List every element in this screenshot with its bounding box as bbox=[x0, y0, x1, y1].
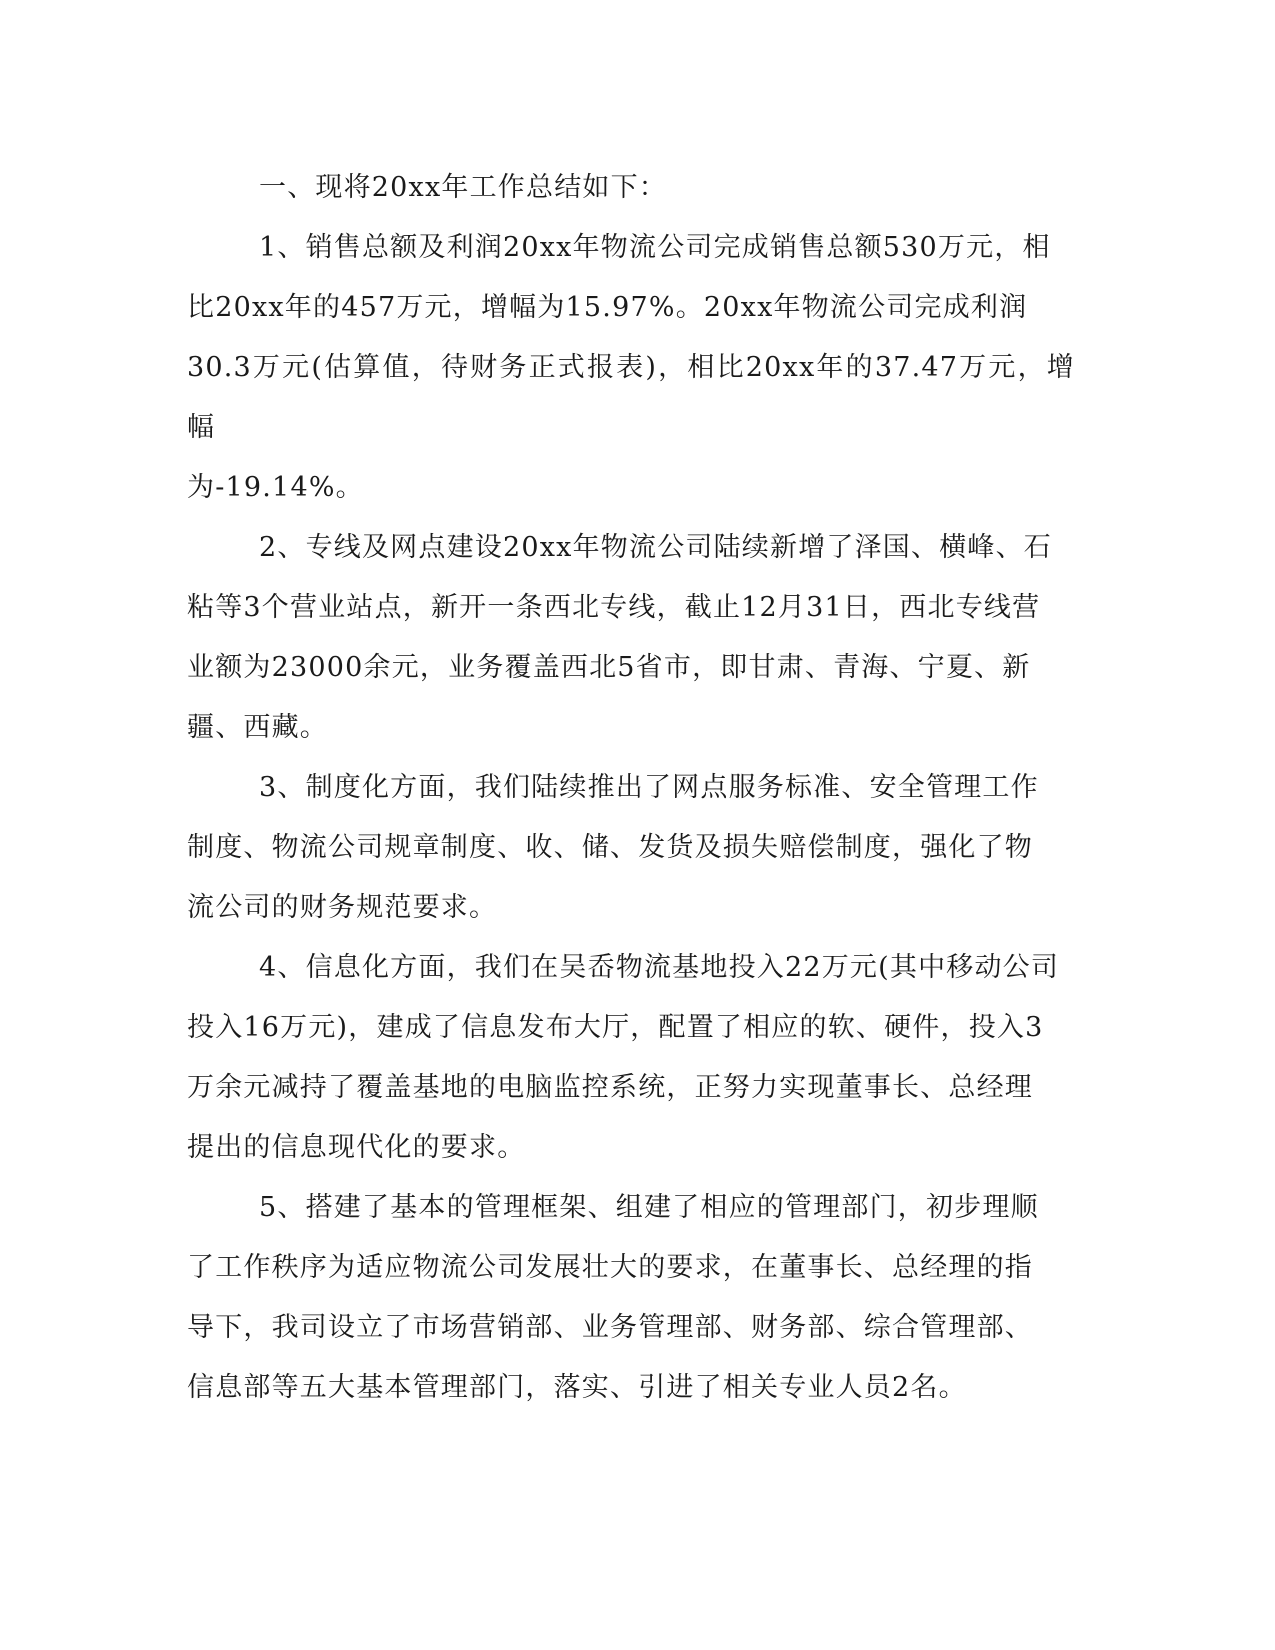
paragraph-line: 30.3万元(估算值，待财务正式报表)，相比20xx年的37.47万元，增幅 bbox=[187, 352, 1075, 443]
paragraph-line: 为-19.14%。 bbox=[187, 472, 364, 503]
paragraph-line: 3、制度化方面，我们陆续推出了网点服务标准、安全管理工作 bbox=[259, 772, 1039, 803]
paragraph-line: 5、搭建了基本的管理框架、组建了相应的管理部门，初步理顺 bbox=[259, 1192, 1039, 1223]
paragraph-management-framework bbox=[187, 1178, 1075, 1418]
paragraph-network-construction bbox=[187, 518, 1075, 758]
paragraph-line: 4、信息化方面，我们在吴岙物流基地投入22万元(其中移动公司 bbox=[259, 952, 1060, 983]
paragraph-line: 粘等3个营业站点，新开一条西北专线，截止12月31日，西北专线营 bbox=[187, 592, 1041, 623]
paragraph-line: 2、专线及网点建设20xx年物流公司陆续新增了泽国、横峰、石 bbox=[259, 532, 1052, 563]
heading-line: 一、现将20xx年工作总结如下： bbox=[259, 172, 668, 203]
paragraph-line: 投入16万元)，建成了信息发布大厅，配置了相应的软、硬件，投入3 bbox=[187, 1012, 1044, 1043]
paragraph-line: 导下，我司设立了市场营销部、业务管理部、财务部、综合管理部、 bbox=[187, 1312, 1033, 1343]
paragraph-sales-profit bbox=[187, 218, 1075, 518]
paragraph-line: 1、销售总额及利润20xx年物流公司完成销售总额530万元，相 bbox=[259, 232, 1051, 263]
paragraph-informatization bbox=[187, 938, 1075, 1178]
paragraph-line: 了工作秩序为适应物流公司发展壮大的要求，在董事长、总经理的指 bbox=[187, 1252, 1033, 1283]
paragraph-line: 万余元减持了覆盖基地的电脑监控系统，正努力实现董事长、总经理 bbox=[187, 1072, 1033, 1103]
section-heading bbox=[187, 158, 1075, 218]
paragraph-line: 比20xx年的457万元，增幅为15.97%。20xx年物流公司完成利润 bbox=[187, 292, 1028, 323]
paragraph-line: 制度、物流公司规章制度、收、储、发货及损失赔偿制度，强化了物 bbox=[187, 832, 1033, 863]
paragraph-institutionalization bbox=[187, 758, 1075, 938]
paragraph-line: 业额为23000余元，业务覆盖西北5省市，即甘肃、青海、宁夏、新 bbox=[187, 652, 1031, 683]
paragraph-line: 疆、西藏。 bbox=[187, 712, 328, 743]
paragraph-line: 信息部等五大基本管理部门，落实、引进了相关专业人员2名。 bbox=[187, 1372, 967, 1403]
paragraph-line: 流公司的财务规范要求。 bbox=[187, 892, 498, 923]
paragraph-line: 提出的信息现代化的要求。 bbox=[187, 1132, 526, 1163]
document-body bbox=[187, 158, 1075, 1418]
